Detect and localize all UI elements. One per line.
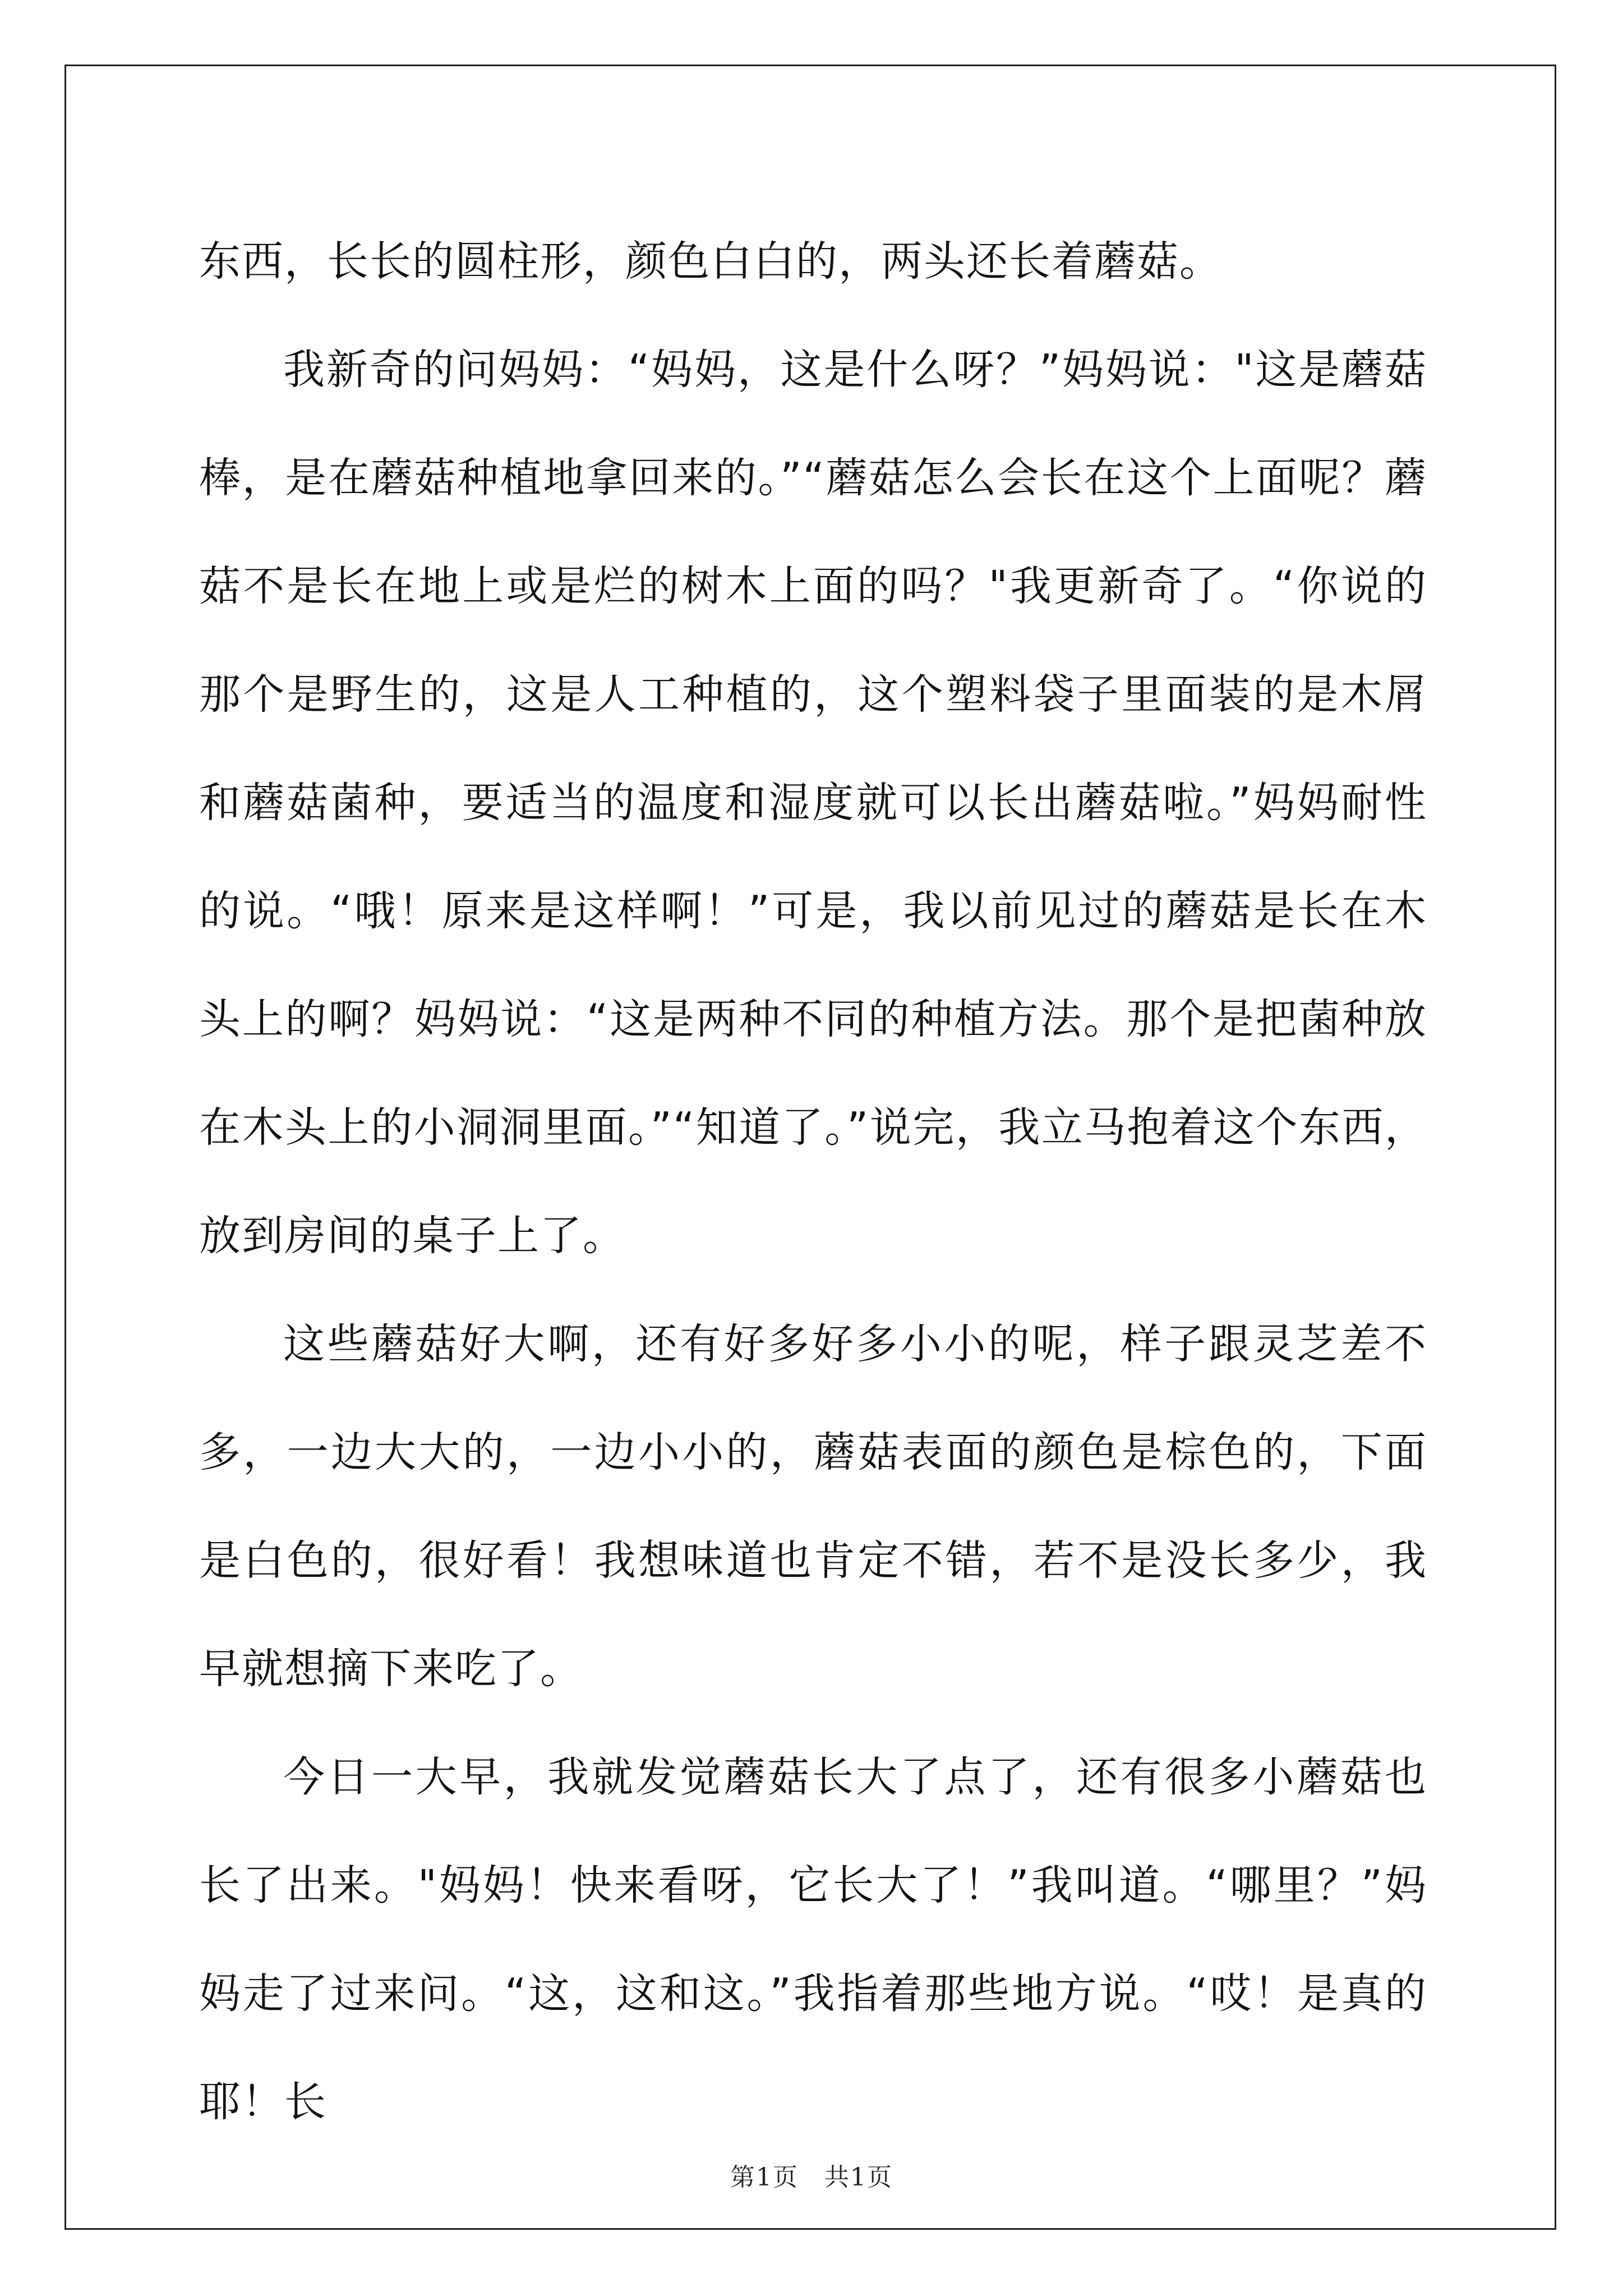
paragraph-4: 今日一大早，我就发觉蘑菇长大了点了，还有很多小蘑菇也长了出来。"妈妈！快来看呀，它长大了！”我叫道。“哪里？”妈妈走了过来问。“这，这和这。”我指着那些地方说。“哎！是真的耶！长 (199, 1753, 1427, 2126)
paragraph-2: 我新奇的问妈妈：“妈妈，这是什么呀？”妈妈说："这是蘑菇棒，是在蘑菇种植地拿回来的。”“蘑菇怎么会长在这个上面呢？蘑菇不是长在地上或是烂的树木上面的吗？"我更新奇了。“你说的那个是野生的，这是人工种植的，这个塑料袋子里面装的是木屑和蘑菇菌种，要适当的温度和湿度就可以长出蘑菇啦。”妈妈耐性的说。“哦！原来是这样啊！”可是，我以前见过的蘑菇是长在木头上的啊？妈妈说：“这是两种不同的种植方法。那个是把菌种放在木头上的小洞洞里面。”“知道了。”说完，我立马抱着这个东西，放到房间的桌子上了。 (199, 346, 1427, 1260)
page-total: 共1页 (824, 2163, 893, 2192)
paragraph-3: 这些蘑菇好大啊，还有好多好多小小的呢，样子跟灵芝差不多，一边大大的，一边小小的，蘑菇表面的颜色是棕色的，下面是白色的，很好看！我想味道也肯定不错，若不是没长多少，我早就想摘下来吃了。 (199, 1320, 1427, 1693)
paragraph-1: 东西，长长的圆柱形，颜色白白的，两头还长着蘑菇。 (199, 237, 1222, 286)
page-number: 第1页 (730, 2163, 799, 2192)
page-footer (0, 2157, 1623, 2193)
document-body (199, 208, 1427, 2156)
